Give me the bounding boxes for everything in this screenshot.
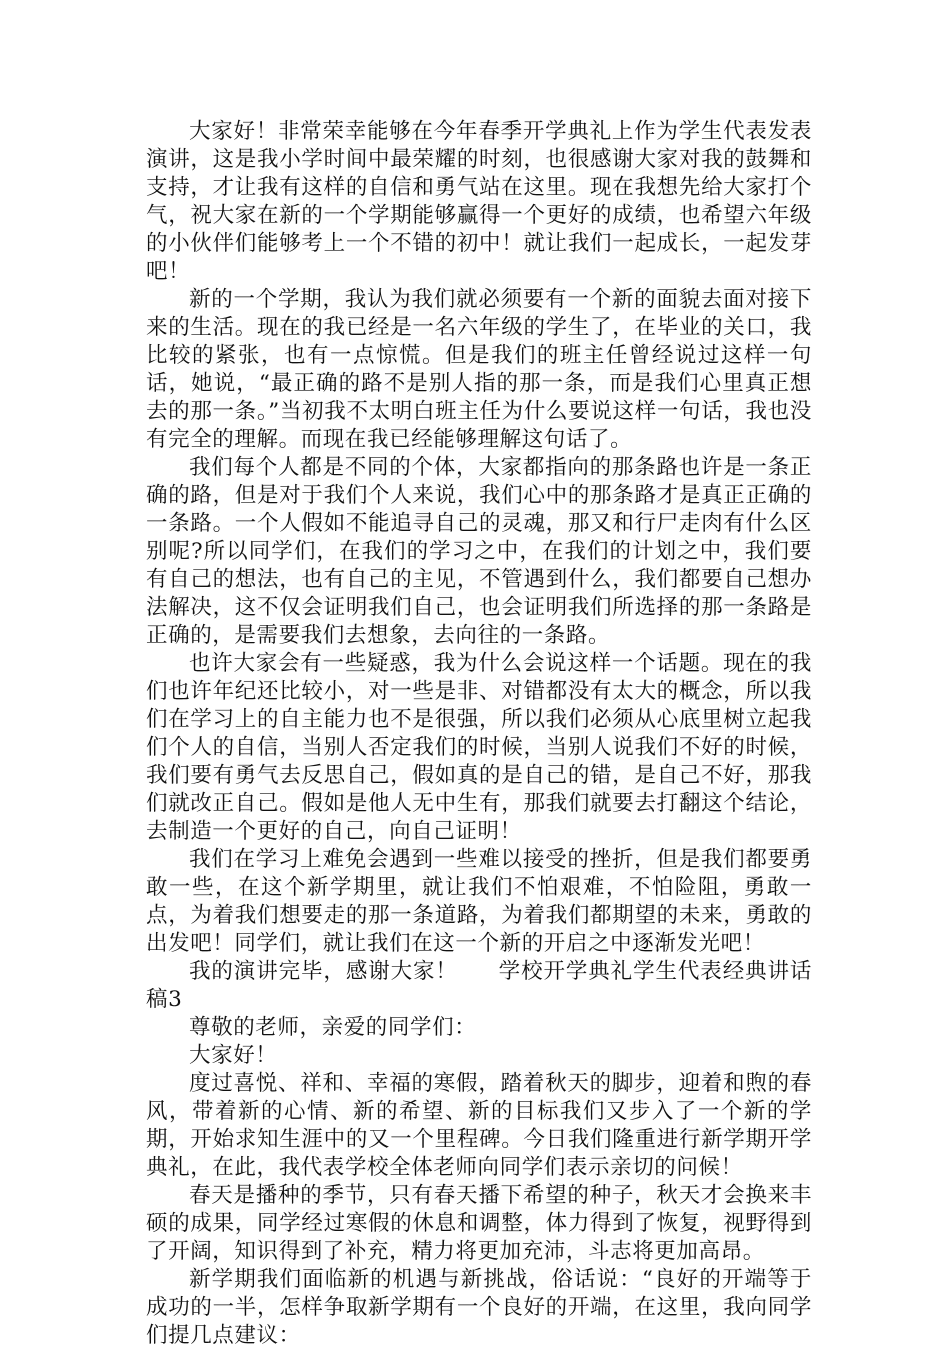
paragraph: 度过喜悦、祥和、幸福的寒假，踏着秋天的脚步，迎着和煦的春风，带着新的心情、新的希望、新的目标我们又步入了一个新的学期，开始求知生涯中的又一个里程碑。今日我们隆重进行新学期开学典礼，在此，我代表学校全体老师向同学们表示亲切的问候！ bbox=[146, 1071, 812, 1180]
closing-line: 我的演讲完毕，感谢大家！ bbox=[189, 959, 458, 984]
paragraph: 春天是播种的季节，只有春天播下希望的种子，秋天才会换来丰硕的成果，同学经过寒假的休息和调整，体力得到了恢复，视野得到了开阔，知识得到了补充，精力将更加充沛，斗志将更加高昂。 bbox=[146, 1183, 812, 1264]
paragraph: 我们在学习上难免会遇到一些难以接受的挫折，但是我们都要勇敢一些，在这个新学期里，就让我们不怕艰难，不怕险阻，勇敢一点，为着我们想要走的那一条道路，为着我们都期望的未来，勇敢的出发吧！同学们，就让我们在这一个新的开启之中逐渐发光吧！ bbox=[146, 847, 812, 956]
document-body bbox=[146, 118, 812, 1350]
paragraph: 大家好！非常荣幸能够在今年春季开学典礼上作为学生代表发表演讲，这是我小学时间中最荣耀的时刻，也很感谢大家对我的鼓舞和支持，才让我有这样的自信和勇气站在这里。现在我想先给大家打个气，祝大家在新的一个学期能够赢得一个更好的成绩，也希望六年级的小伙伴们能够考上一个不错的初中！就让我们一起成长，一起发芽吧！ bbox=[146, 119, 812, 284]
greeting: 大家好！ bbox=[189, 1043, 278, 1068]
paragraph: 也许大家会有一些疑惑，我为什么会说这样一个话题。现在的我们也许年纪还比较小，对一些是非、对错都没有太大的概念，所以我们在学习上的自主能力也不是很强，所以我们必须从心底里树立起我们个人的自信，当别人否定我们的时候，当别人说我们不好的时候，我们要有勇气去反思自己，假如真的是自己的错，是自己不好，那我们就改正自己。假如是他人无中生有，那我们就要去打翻这个结论，去制造一个更好的自己，向自己证明！ bbox=[146, 651, 812, 844]
paragraph: 新学期我们面临新的机遇与新挑战，俗话说：“良好的开端等于成功的一半，怎样争取新学期有一个良好的开端，在这里，我向同学们提几点建议： bbox=[146, 1267, 812, 1348]
section-title: 学校开学典礼学生代表经典讲话稿3 bbox=[146, 959, 812, 1012]
paragraph: 我们每个人都是不同的个体，大家都指向的那条路也许是一条正确的路，但是对于我们个人来说，我们心中的那条路才是真正正确的一条路。一个人假如不能追寻自己的灵魂，那又和行尸走肉有什么区别呢?所以同学们，在我们的学习之中，在我们的计划之中，我们要有自己的想法，也有自己的主见，不管遇到什么，我们都要自己想办法解决，这不仅会证明我们自己，也会证明我们所选择的那一条路是正确的，是需要我们去想象，去向往的一条路。 bbox=[146, 455, 812, 648]
salutation: 尊敬的老师，亲爱的同学们： bbox=[189, 1015, 477, 1040]
paragraph: 新的一个学期，我认为我们就必须要有一个新的面貌去面对接下来的生活。现在的我已经是一名六年级的学生了，在毕业的关口，我比较的紧张，也有一点惊慌。但是我们的班主任曾经说过这样一句话，她说，“最正确的路不是别人指的那一条，而是我们心里真正想去的那一条。”当初我不太明白班主任为什么要说这样一句话，我也没有完全的理解。而现在我已经能够理解这句话了。 bbox=[146, 287, 812, 452]
closing-paragraph bbox=[146, 958, 812, 1014]
